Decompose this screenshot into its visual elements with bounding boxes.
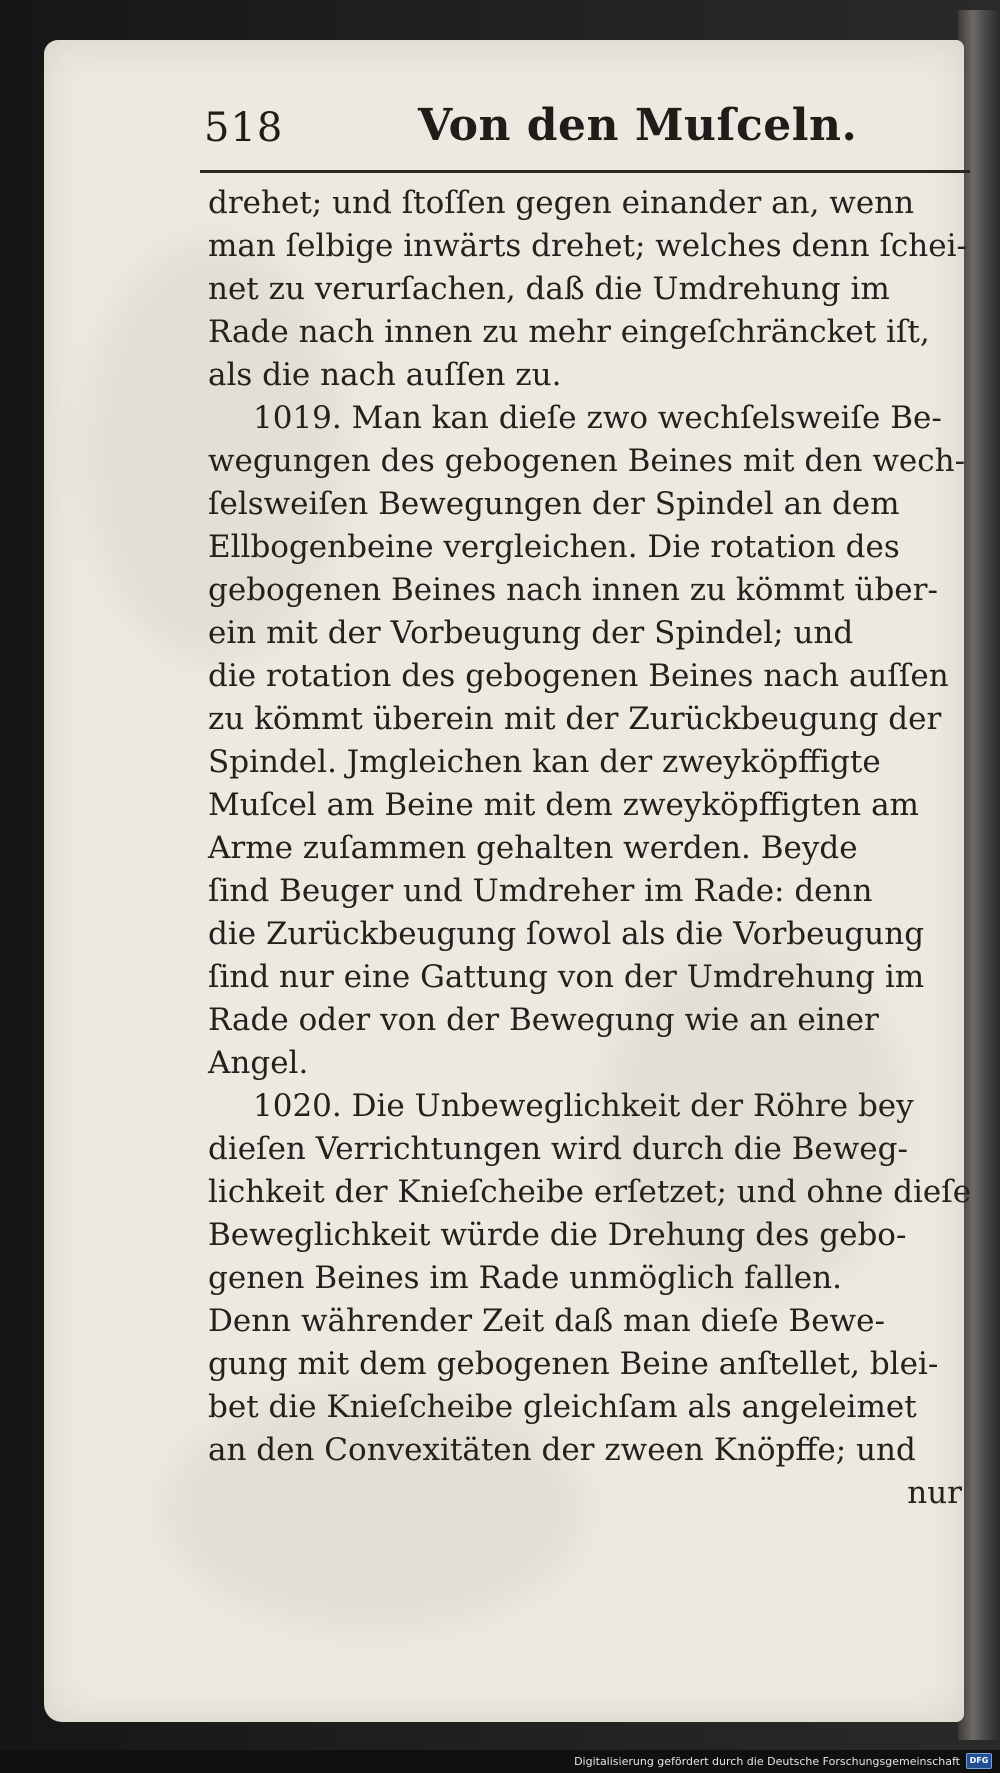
paragraph-1020-start: 1020. Die Unbeweglichkeit der Röhre bey (253, 1088, 914, 1124)
text-line: drehet; und ſtoſſen gegen einander an, wenn (208, 185, 915, 221)
text-line: Beweglichkeit würde die Drehung des gebo- (208, 1217, 907, 1253)
text-line: als die nach auſſen zu. (208, 357, 562, 393)
text-line: ein mit der Vorbeugung der Spindel; und (208, 615, 854, 651)
text-line: gung mit dem gebogenen Beine anſtellet, blei- (208, 1346, 939, 1382)
running-head: Von den Muſceln. (418, 100, 858, 151)
text-line: Spindel. Jmgleichen kan der zweyköpffigte (208, 744, 881, 780)
text-line: Rade oder von der Bewegung wie an einer (208, 1002, 879, 1038)
text-line: bet die Knieſcheibe gleichſam als angeleimet (208, 1389, 917, 1425)
text-line: wegungen des gebogenen Beines mit den wech- (208, 443, 966, 479)
page-number: 518 (204, 105, 284, 151)
text-line: ſind nur eine Gattung von der Umdrehung im (208, 959, 925, 995)
footer-credit (574, 1753, 992, 1769)
text-line: ſind Beuger und Umdreher im Rade: denn (208, 873, 873, 909)
text-line: Ellbogenbeine vergleichen. Die rotation des (208, 529, 900, 565)
text-line: gebogenen Beines nach innen zu kömmt über- (208, 572, 938, 608)
text-line: Rade nach innen zu mehr eingeſchräncket iſt, (208, 314, 930, 350)
text-line: genen Beines im Rade unmöglich fallen. (208, 1260, 842, 1296)
text-line: Arme zuſammen gehalten werden. Beyde (208, 830, 858, 866)
text-line: Angel. (208, 1045, 309, 1081)
dfg-logo (966, 1753, 992, 1769)
digitization-footer (0, 1750, 1000, 1773)
text-line: net zu verurſachen, daß die Umdrehung im (208, 271, 890, 307)
page-header (158, 100, 968, 164)
text-line: zu kömmt überein mit der Zurückbeugung der (208, 701, 942, 737)
text-line: die Zurückbeugung ſowol als die Vorbeugung (208, 916, 925, 952)
text-line: man ſelbige inwärts drehet; welches denn ſchei- (208, 228, 967, 264)
paragraph-1019-start: 1019. Man kan dieſe zwo wechſelsweiſe Be- (253, 400, 942, 436)
text-line: ſelsweiſen Bewegungen der Spindel an dem (208, 486, 900, 522)
body-text (208, 182, 972, 1515)
text-line: die rotation des gebogenen Beines nach auſſen (208, 658, 949, 694)
text-line: Denn währender Zeit daß man dieſe Bewe- (208, 1303, 885, 1339)
funding-note: Digitalisierung gefördert durch die Deutsche Forschungsgemeinschaft (574, 1754, 960, 1768)
header-rule (200, 170, 970, 173)
text-line: an den Convexitäten der zween Knöpffe; und (208, 1432, 916, 1468)
text-line: Muſcel am Beine mit dem zweyköpffigten am (208, 787, 919, 823)
dfg-logo-text: DFG (969, 1756, 989, 1765)
text-line: dieſen Verrichtungen wird durch die Beweg- (208, 1131, 908, 1167)
catchword: nur (907, 1475, 962, 1511)
text-line: lichkeit der Knieſcheibe erſetzet; und ohne dieſe (208, 1174, 972, 1210)
